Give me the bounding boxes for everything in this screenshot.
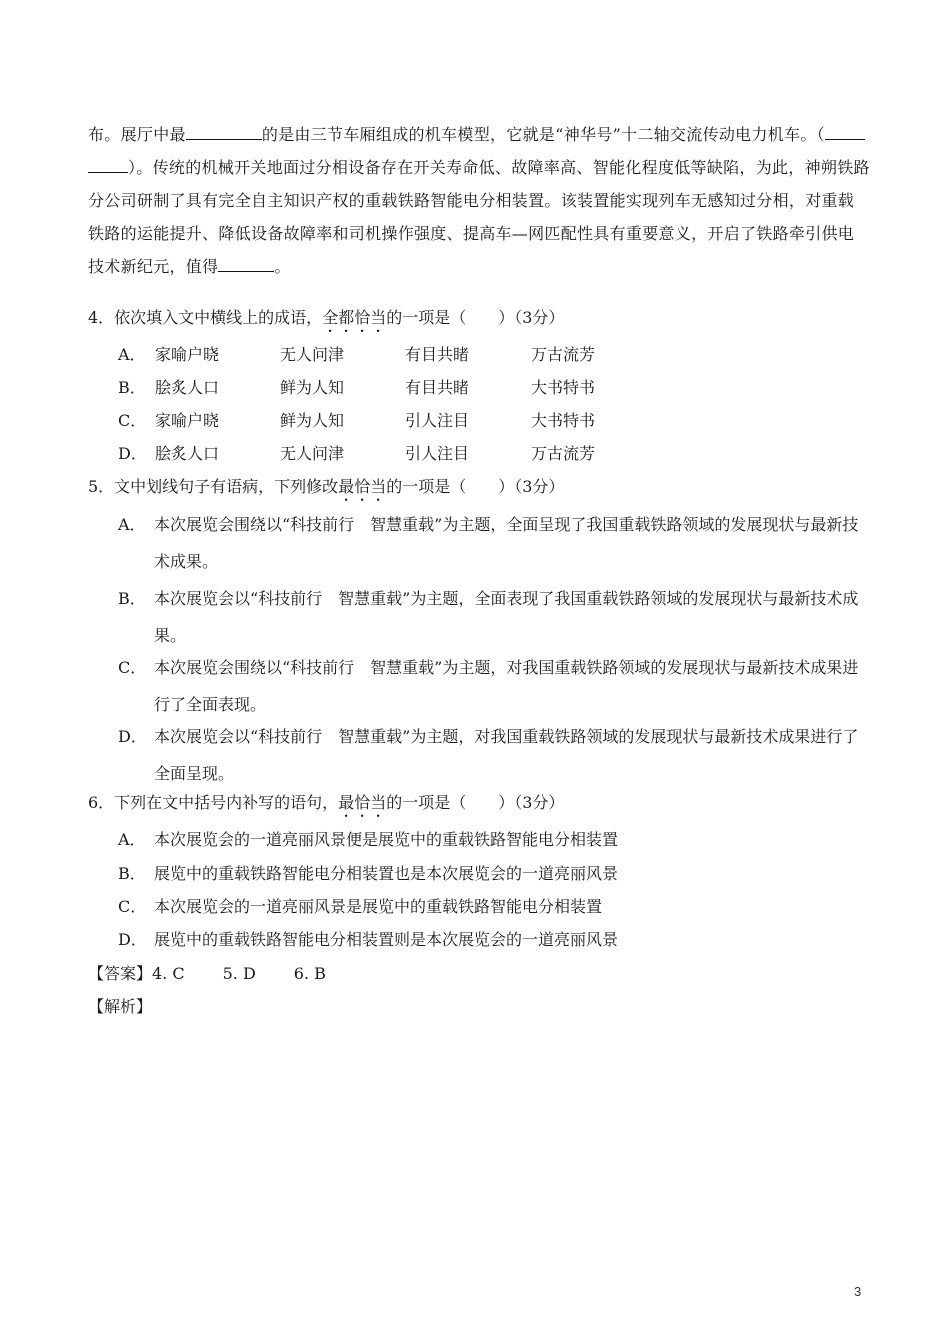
idiom: 万古流芳 bbox=[531, 345, 596, 364]
option-letter: A． bbox=[118, 830, 146, 849]
answer-label: 【答案】 bbox=[88, 964, 153, 983]
q5-option-d bbox=[0, 718, 950, 794]
question-5-stem bbox=[88, 472, 564, 505]
text-run: 4．依次填入文中横线上的成语， bbox=[88, 308, 323, 327]
text-run: 的一项是（ ）（3分） bbox=[386, 308, 565, 327]
idiom: 鲜为人知 bbox=[280, 411, 345, 430]
q5-option-b bbox=[0, 580, 950, 656]
answer-value: 5. D bbox=[222, 964, 256, 983]
option-text: 展览中的重载铁路智能电分相装置则是本次展览会的一道亮丽风景 bbox=[154, 930, 619, 949]
passage-line bbox=[88, 151, 868, 184]
fill-blank bbox=[825, 125, 865, 140]
text-run: 6．下列在文中括号内补写的语句， bbox=[88, 793, 339, 812]
text-run: 的是由三节车厢组成的机车模型，它就是“神华号”十二轴交流传动电力机车。（ bbox=[261, 125, 825, 144]
fill-blank bbox=[186, 125, 262, 140]
option-text: 本次展览会的一道亮丽风景便是展览中的重载铁路智能电分相装置 bbox=[154, 830, 619, 849]
q5-option-c bbox=[0, 649, 950, 725]
passage-line bbox=[88, 250, 868, 283]
idiom: 大书特书 bbox=[531, 411, 596, 430]
text-run: 布。展厅中最 bbox=[88, 125, 186, 144]
text-run: 的一项是（ ）（3分） bbox=[386, 793, 565, 812]
idiom: 有目共睹 bbox=[405, 345, 470, 364]
option-letter: C． bbox=[118, 411, 147, 430]
passage-line: 铁路的运能提升、降低设备故障率和司机操作强度、提高车—网匹配性具有重要意义，开启了铁路牵引供电 bbox=[88, 224, 855, 243]
emphasized-text: 最恰当 bbox=[338, 793, 387, 812]
idiom: 引人注目 bbox=[405, 444, 470, 463]
option-text: 本次展览会以“科技前行 智慧重载”为主题，对我国重载铁路领域的发展现状与最新技术成果进行了全面呈现。 bbox=[154, 727, 859, 783]
option-text: 本次展览会围绕以“科技前行 智慧重载”为主题，全面呈现了我国重载铁路领域的发展现状与最新技术成果。 bbox=[154, 515, 859, 571]
q5-option-a bbox=[0, 506, 950, 582]
fill-blank bbox=[88, 158, 128, 173]
idiom: 万古流芳 bbox=[531, 444, 596, 463]
option-letter: D． bbox=[118, 930, 147, 949]
option-letter: A． bbox=[118, 515, 146, 534]
idiom: 无人问津 bbox=[280, 444, 345, 463]
idiom: 脍炙人口 bbox=[155, 378, 220, 397]
option-letter: C． bbox=[118, 658, 147, 677]
question-4-stem bbox=[88, 303, 564, 336]
option-letter: D． bbox=[118, 727, 147, 746]
option-letter: A． bbox=[118, 345, 146, 364]
option-text: 本次展览会以“科技前行 智慧重载”为主题，全面表现了我国重载铁路领域的发展现状与最新技术成果。 bbox=[154, 589, 859, 645]
passage-line bbox=[88, 118, 868, 151]
idiom: 大书特书 bbox=[531, 378, 596, 397]
passage-line: 分公司研制了具有完全自主知识产权的重载铁路智能电分相装置。该装置能实现列车无感知过分相，对重载 bbox=[88, 191, 855, 210]
idiom: 脍炙人口 bbox=[155, 444, 220, 463]
idiom: 鲜为人知 bbox=[280, 378, 345, 397]
text-run: ）。传统的机械开关地面过分相设备存在开关寿命低、故障率高、智能化程度低等缺陷，为此，神朔铁路 bbox=[128, 158, 870, 177]
idiom: 引人注目 bbox=[405, 411, 470, 430]
emphasized-text: 最恰当 bbox=[338, 477, 387, 496]
text-run: 。 bbox=[274, 257, 291, 276]
option-letter: C． bbox=[118, 897, 147, 916]
text-run: 技术新纪元，值得 bbox=[88, 257, 219, 276]
fill-blank bbox=[218, 257, 274, 272]
answer-line bbox=[88, 959, 326, 989]
option-letter: B． bbox=[118, 378, 146, 397]
text-run: 5．文中划线句子有语病，下列修改 bbox=[88, 477, 339, 496]
option-text: 本次展览会围绕以“科技前行 智慧重载”为主题，对我国重载铁路领域的发展现状与最新技术成果进行了全面表现。 bbox=[154, 658, 859, 714]
option-text: 本次展览会的一道亮丽风景是展览中的重载铁路智能电分相装置 bbox=[154, 897, 603, 916]
emphasized-text: 全都恰当 bbox=[322, 308, 387, 327]
idiom: 有目共睹 bbox=[405, 378, 470, 397]
text-run: 的一项是（ ）（3分） bbox=[386, 477, 565, 496]
option-letter: B． bbox=[118, 589, 146, 608]
question-6-stem bbox=[88, 788, 564, 821]
option-text: 展览中的重载铁路智能电分相装置也是本次展览会的一道亮丽风景 bbox=[154, 864, 619, 883]
idiom: 家喻户晓 bbox=[155, 345, 220, 364]
option-letter: D． bbox=[118, 444, 147, 463]
idiom: 无人问津 bbox=[280, 345, 345, 364]
page-number: 3 bbox=[854, 1284, 862, 1299]
option-letter: B． bbox=[118, 864, 146, 883]
passage bbox=[88, 118, 868, 283]
analysis-label: 【解析】 bbox=[88, 997, 153, 1016]
answer-value: 6. B bbox=[293, 964, 326, 983]
idiom: 家喻户晓 bbox=[155, 411, 220, 430]
answer-value: 4. C bbox=[152, 964, 185, 983]
